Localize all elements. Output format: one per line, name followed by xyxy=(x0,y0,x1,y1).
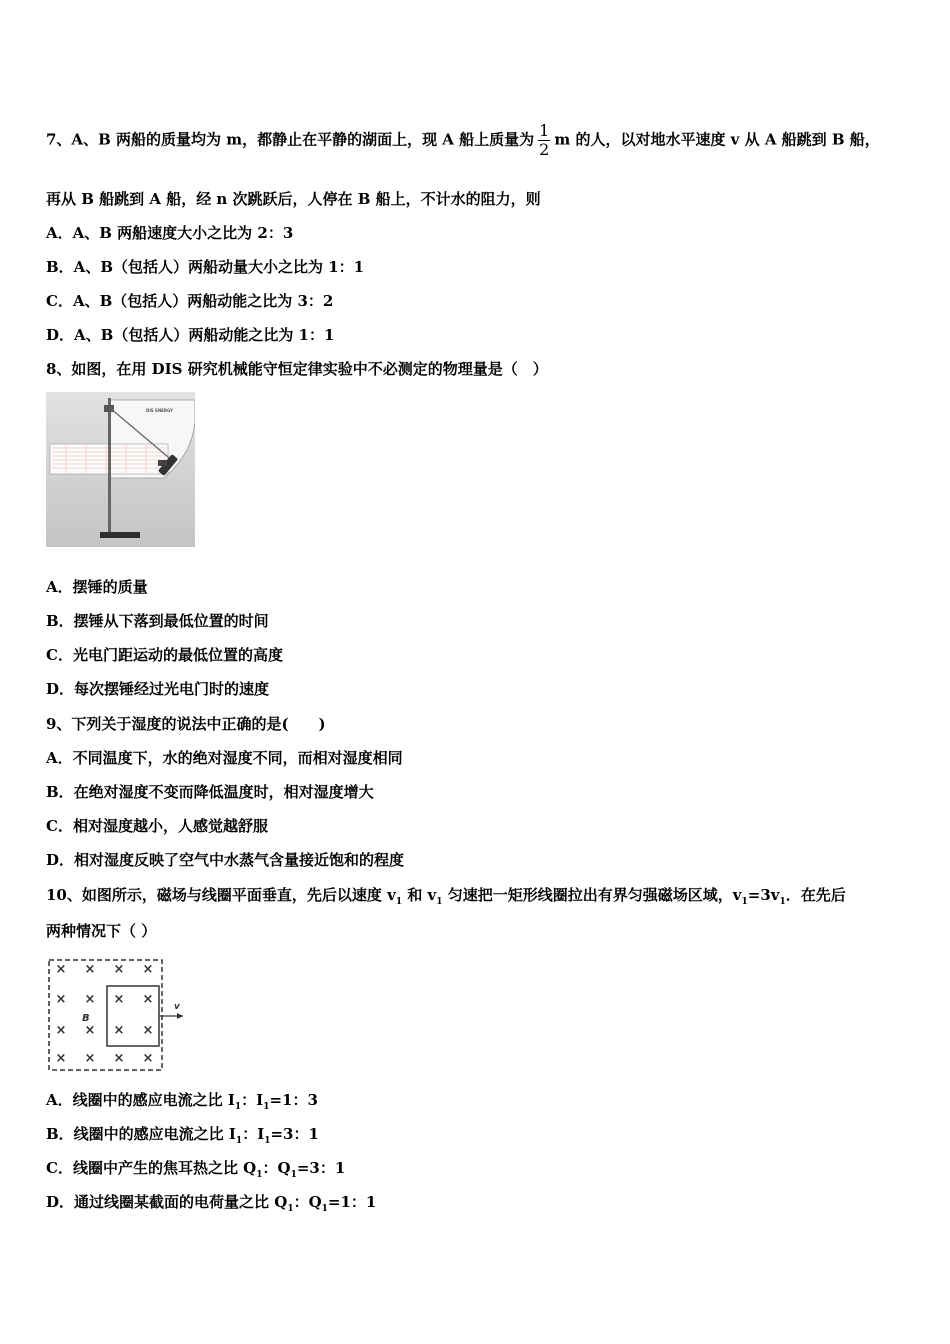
q7-option-c: C．A、B（包括人）两船动能之比为 3：2 xyxy=(46,292,334,310)
q8-option-a: A．摆锤的质量 xyxy=(46,578,148,596)
svg-text:×: × xyxy=(113,1023,125,1038)
q7-stem-line1 xyxy=(46,122,880,159)
dis-pendulum-photo xyxy=(46,392,195,547)
field-label-B: B xyxy=(82,1013,90,1024)
q10-stem-line2: 两种情况下（ ） xyxy=(46,922,157,940)
q9-option-c: C．相对湿度越小，人感觉越舒服 xyxy=(46,817,268,835)
q8-option-c: C．光电门距运动的最低位置的高度 xyxy=(46,646,283,664)
svg-text:×: × xyxy=(55,1023,67,1038)
q10-option-b: B．线圈中的感应电流之比 $I_1$：$I_1=3$：1 xyxy=(46,1125,319,1146)
q7-option-d: D．A、B（包括人）两船动能之比为 1：1 xyxy=(46,326,335,344)
svg-text:×: × xyxy=(113,962,125,977)
svg-text:×: × xyxy=(142,962,154,977)
q10-option-d: D．通过线圈某截面的电荷量之比 $Q_1$：$Q_1=1$：1 xyxy=(46,1193,377,1214)
q9-option-b: B．在绝对湿度不变而降低温度时，相对湿度增大 xyxy=(46,783,374,801)
svg-text:×: × xyxy=(142,1023,154,1038)
svg-text:×: × xyxy=(142,1051,154,1066)
svg-text:×: × xyxy=(84,962,96,977)
q9-option-a: A．不同温度下，水的绝对湿度不同，而相对湿度相同 xyxy=(46,749,403,767)
q7-option-b: B．A、B（包括人）两船动量大小之比为 1：1 xyxy=(46,258,365,276)
q10-option-c: C．线圈中产生的焦耳热之比 $Q_1$：$Q_1=3$：1 xyxy=(46,1159,346,1180)
q9-stem: 9、下列关于湿度的说法中正确的是( ) xyxy=(46,715,326,733)
svg-text:×: × xyxy=(113,992,125,1007)
board-label: DIS ENERGY xyxy=(146,408,174,413)
q7-option-a: A．A、B 两船速度大小之比为 2：3 xyxy=(46,224,294,242)
svg-text:×: × xyxy=(55,962,67,977)
q10-stem-line1: 10、如图所示，磁场与线圈平面垂直，先后以速度 $v_1$ 和 $v_1$ 匀速把一矩形线圈拉出有界匀强磁场区域，$v_1=3v_1$．在先后 xyxy=(46,886,846,907)
velocity-arrowhead-icon xyxy=(177,1013,183,1019)
q8-stem: 8、如图，在用 DIS 研究机械能守恒定律实验中不必测定的物理量是（ ） xyxy=(46,360,548,378)
svg-text:×: × xyxy=(84,1023,96,1038)
q7-stem-text-a: 7、A、B 两船的质量均为 m，都静止在平静的湖面上，现 A 船上质量为 xyxy=(46,130,535,149)
svg-text:×: × xyxy=(84,1051,96,1066)
fraction-one-half: $\frac{1}{2}$ xyxy=(539,121,550,159)
magnetic-field-diagram xyxy=(46,956,192,1074)
q8-option-d: D．每次摆锤经过光电门时的速度 xyxy=(46,680,270,698)
q9-option-d: D．相对湿度反映了空气中水蒸气含量接近饱和的程度 xyxy=(46,851,405,869)
q10-option-a: A．线圈中的感应电流之比 $I_1$：$I_1=1$：3 xyxy=(46,1091,318,1112)
q7-stem-text-b: m 的人，以对地水平速度 v 从 A 船跳到 B 船， xyxy=(554,130,880,149)
q8-option-b: B．摆锤从下落到最低位置的时间 xyxy=(46,612,269,630)
svg-text:×: × xyxy=(55,992,67,1007)
svg-text:×: × xyxy=(142,992,154,1007)
q7-stem-line2: 再从 B 船跳到 A 船，经 n 次跳跃后，人停在 B 船上，不计水的阻力，则 xyxy=(46,190,541,208)
svg-text:×: × xyxy=(113,1051,125,1066)
svg-text:×: × xyxy=(84,992,96,1007)
svg-text:×: × xyxy=(55,1051,67,1066)
velocity-label: v xyxy=(174,1002,180,1012)
